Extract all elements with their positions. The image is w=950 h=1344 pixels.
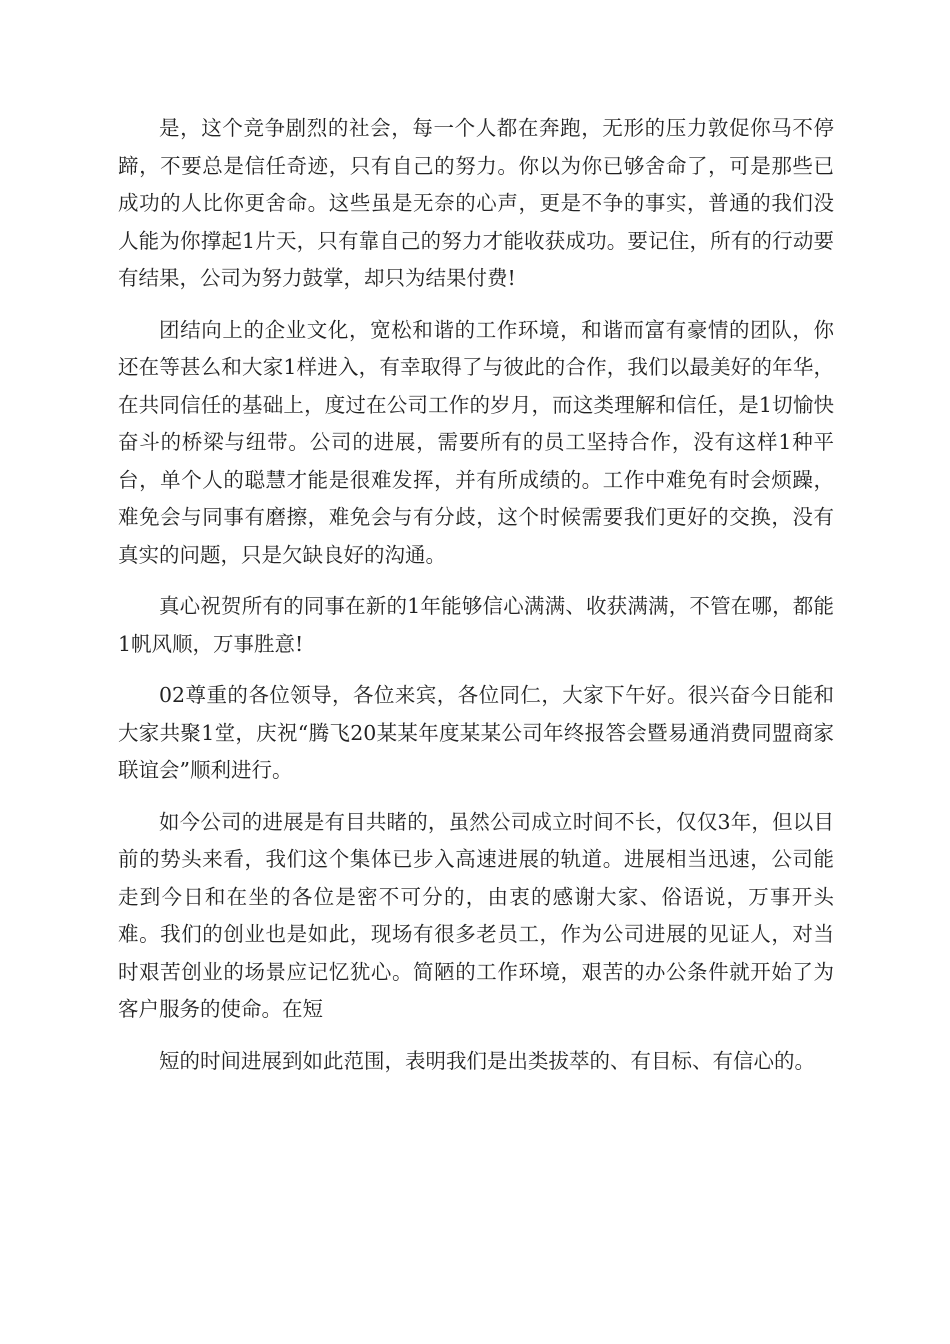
paragraph-3: 真心祝贺所有的同事在新的1年能够信心满满、收获满满，不管在哪，都能1帆风顺，万事胜意!	[118, 594, 834, 656]
paragraph-2: 团结向上的企业文化，宽松和谐的工作环境，和谐而富有豪情的团队，你还在等甚么和大家1样进入，有幸取得了与彼此的合作，我们以最美好的年华，在共同信任的基础上，度过在公司工作的岁月，而这类理解和信任，是1切愉快奋斗的桥梁与纽带。公司的进展，需要所有的员工坚持合作，没有这样1种平台，单个人的聪慧才能是很难发挥，并有所成绩的。工作中难免有时会烦躁，难免会与同事有磨擦，难免会与有分歧，这个时候需要我们更好的交换，没有真实的问题，只是欠缺良好的沟通。	[118, 317, 834, 567]
paragraph-5: 如今公司的进展是有目共睹的，虽然公司成立时间不长，仅仅3年，但以目前的势头来看，我们这个集体已步入高速进展的轨道。进展相当迅速，公司能走到今日和在坐的各位是密不可分的，由衷的感谢大家、俗语说，万事开头难。我们的创业也是如此，现场有很多老员工，作为公司进展的见证人，对当时艰苦创业的场景应记忆犹心。简陋的工作环境，艰苦的办公条件就开始了为客户服务的使命。在短	[118, 809, 834, 1021]
document-page	[118, 110, 834, 1094]
paragraph-1: 是，这个竞争剧烈的社会，每一个人都在奔跑，无形的压力敦促你马不停蹄，不要总是信任奇迹，只有自己的努力。你以为你已够舍命了，可是那些已成功的人比你更舍命。这些虽是无奈的心声，更是不争的事实，普通的我们没人能为你撑起1片天，只有靠自己的努力才能收获成功。要记住，所有的行动要有结果，公司为努力鼓掌，却只为结果付费!	[118, 116, 834, 290]
paragraph-4: 02尊重的各位领导，各位来宾，各位同仁，大家下午好。很兴奋今日能和大家共聚1堂，庆祝“腾飞20某某年度某某公司年终报答会暨易通消费同盟商家联谊会”顺利进行。	[118, 683, 834, 782]
paragraph-6: 短的时间进展到如此范围，表明我们是出类拔萃的、有目标、有信心的。	[159, 1048, 815, 1073]
